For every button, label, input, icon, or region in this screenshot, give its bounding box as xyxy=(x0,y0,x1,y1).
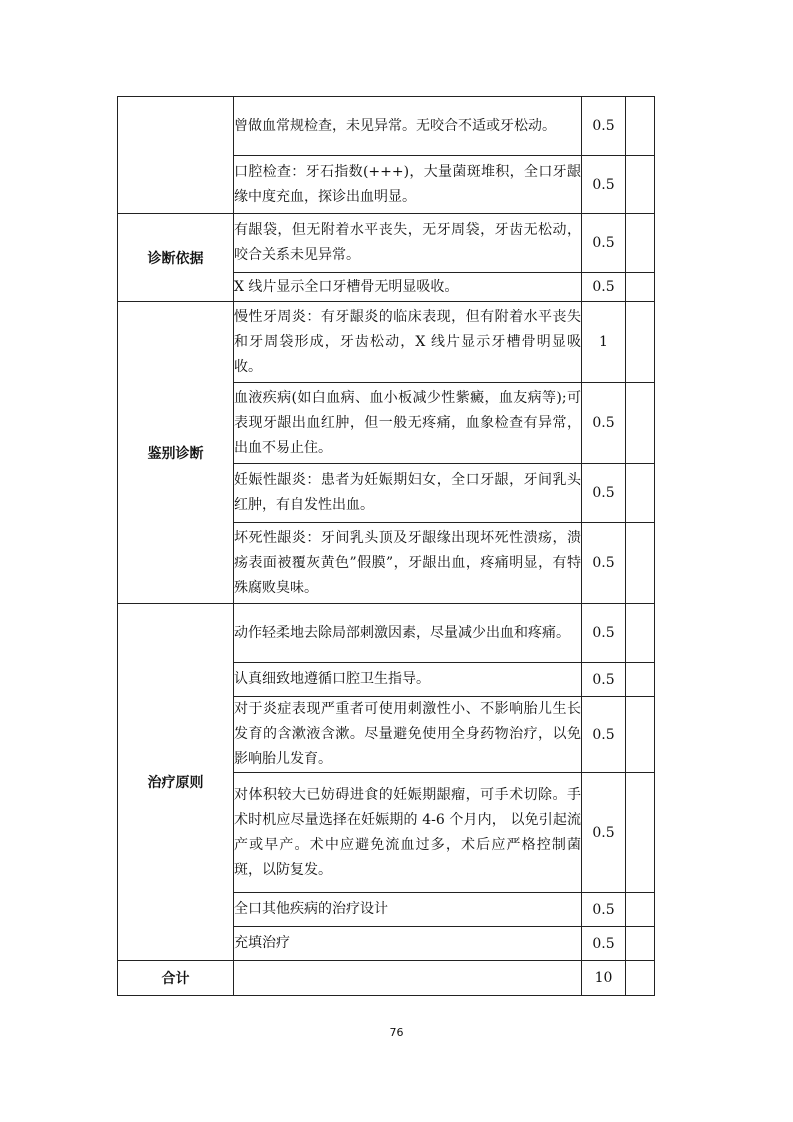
criterion-score: 0.5 xyxy=(582,773,626,893)
criterion-score: 0.5 xyxy=(582,523,626,604)
table-row xyxy=(118,97,655,156)
criterion-text: 充填治疗 xyxy=(234,927,582,961)
criterion-score: 0.5 xyxy=(582,214,626,273)
criterion-text: 对于炎症表现严重者可使用刺激性小、不影响胎儿生长发育的含漱液含漱。尽量避免使用全身药物治疗，以免影响胎儿发育。 xyxy=(234,697,582,773)
criterion-score: 0.5 xyxy=(582,273,626,302)
awarded-score-cell xyxy=(626,302,655,383)
criterion-text: 血液疾病(如白血病、血小板减少性紫癜，血友病等);可表现牙龈出血红肿，但一般无疼痛，血象检查有异常，出血不易止住。 xyxy=(234,383,582,464)
criterion-text: 对体积较大已妨碍进食的妊娠期龈瘤，可手术切除。手术时机应尽量选择在妊娠期的 4-6 个月内， 以免引起流产或早产。术中应避免流血过多，术后应严格控制菌斑，以防复发。 xyxy=(234,773,582,893)
criterion-score: 0.5 xyxy=(582,663,626,697)
awarded-score-cell xyxy=(626,893,655,927)
awarded-score-cell xyxy=(626,97,655,156)
page-number: 76 xyxy=(389,1026,404,1039)
awarded-score-cell xyxy=(626,273,655,302)
grading-table xyxy=(117,96,655,996)
total-score: 10 xyxy=(582,961,626,996)
awarded-score-cell xyxy=(626,156,655,214)
criterion-text: 曾做血常规检查，未见异常。无咬合不适或牙松动。 xyxy=(234,97,582,156)
total-row xyxy=(118,961,655,996)
grading-table-body xyxy=(118,97,655,996)
section-treatment-principles-category: 治疗原则 xyxy=(118,604,234,961)
awarded-score-cell xyxy=(626,604,655,663)
criterion-score: 0.5 xyxy=(582,156,626,214)
criterion-score: 0.5 xyxy=(582,464,626,523)
awarded-score-cell xyxy=(626,663,655,697)
section-differential-diagnosis-category: 鉴别诊断 xyxy=(118,302,234,604)
criterion-text: 妊娠性龈炎：患者为妊娠期妇女，全口牙龈，牙间乳头红肿，有自发性出血。 xyxy=(234,464,582,523)
total-text xyxy=(234,961,582,996)
criterion-score: 1 xyxy=(582,302,626,383)
awarded-score-cell xyxy=(626,927,655,961)
awarded-score-cell xyxy=(626,523,655,604)
total-label: 合计 xyxy=(118,961,234,996)
criterion-text: 动作轻柔地去除局部刺激因素，尽量减少出血和疼痛。 xyxy=(234,604,582,663)
total-awarded-cell xyxy=(626,961,655,996)
awarded-score-cell xyxy=(626,697,655,773)
criterion-text: 口腔检查：牙石指数(+++)，大量菌斑堆积，全口牙龈缘中度充血，探诊出血明显。 xyxy=(234,156,582,214)
criterion-score: 0.5 xyxy=(582,893,626,927)
awarded-score-cell xyxy=(626,464,655,523)
table-row xyxy=(118,604,655,663)
criterion-score: 0.5 xyxy=(582,383,626,464)
criterion-score: 0.5 xyxy=(582,927,626,961)
awarded-score-cell xyxy=(626,383,655,464)
awarded-score-cell xyxy=(626,214,655,273)
section-unlabeled-category xyxy=(118,97,234,214)
criterion-text: 有龈袋，但无附着水平丧失，无牙周袋，牙齿无松动，咬合关系未见异常。 xyxy=(234,214,582,273)
section-diagnosis-basis-category: 诊断依据 xyxy=(118,214,234,302)
criterion-text: 认真细致地遵循口腔卫生指导。 xyxy=(234,663,582,697)
criterion-text: 全口其他疾病的治疗设计 xyxy=(234,893,582,927)
table-row xyxy=(118,302,655,383)
table-row xyxy=(118,214,655,273)
criterion-score: 0.5 xyxy=(582,697,626,773)
criterion-text: X 线片显示全口牙槽骨无明显吸收。 xyxy=(234,273,582,302)
criterion-text: 坏死性龈炎：牙间乳头顶及牙龈缘出现坏死性溃疡，溃疡表面被覆灰黄色”假膜”，牙龈出血，疼痛明显，有特殊腐败臭味。 xyxy=(234,523,582,604)
awarded-score-cell xyxy=(626,773,655,893)
criterion-score: 0.5 xyxy=(582,97,626,156)
criterion-text: 慢性牙周炎：有牙龈炎的临床表现，但有附着水平丧失和牙周袋形成，牙齿松动，X 线片显示牙槽骨明显吸收。 xyxy=(234,302,582,383)
criterion-score: 0.5 xyxy=(582,604,626,663)
